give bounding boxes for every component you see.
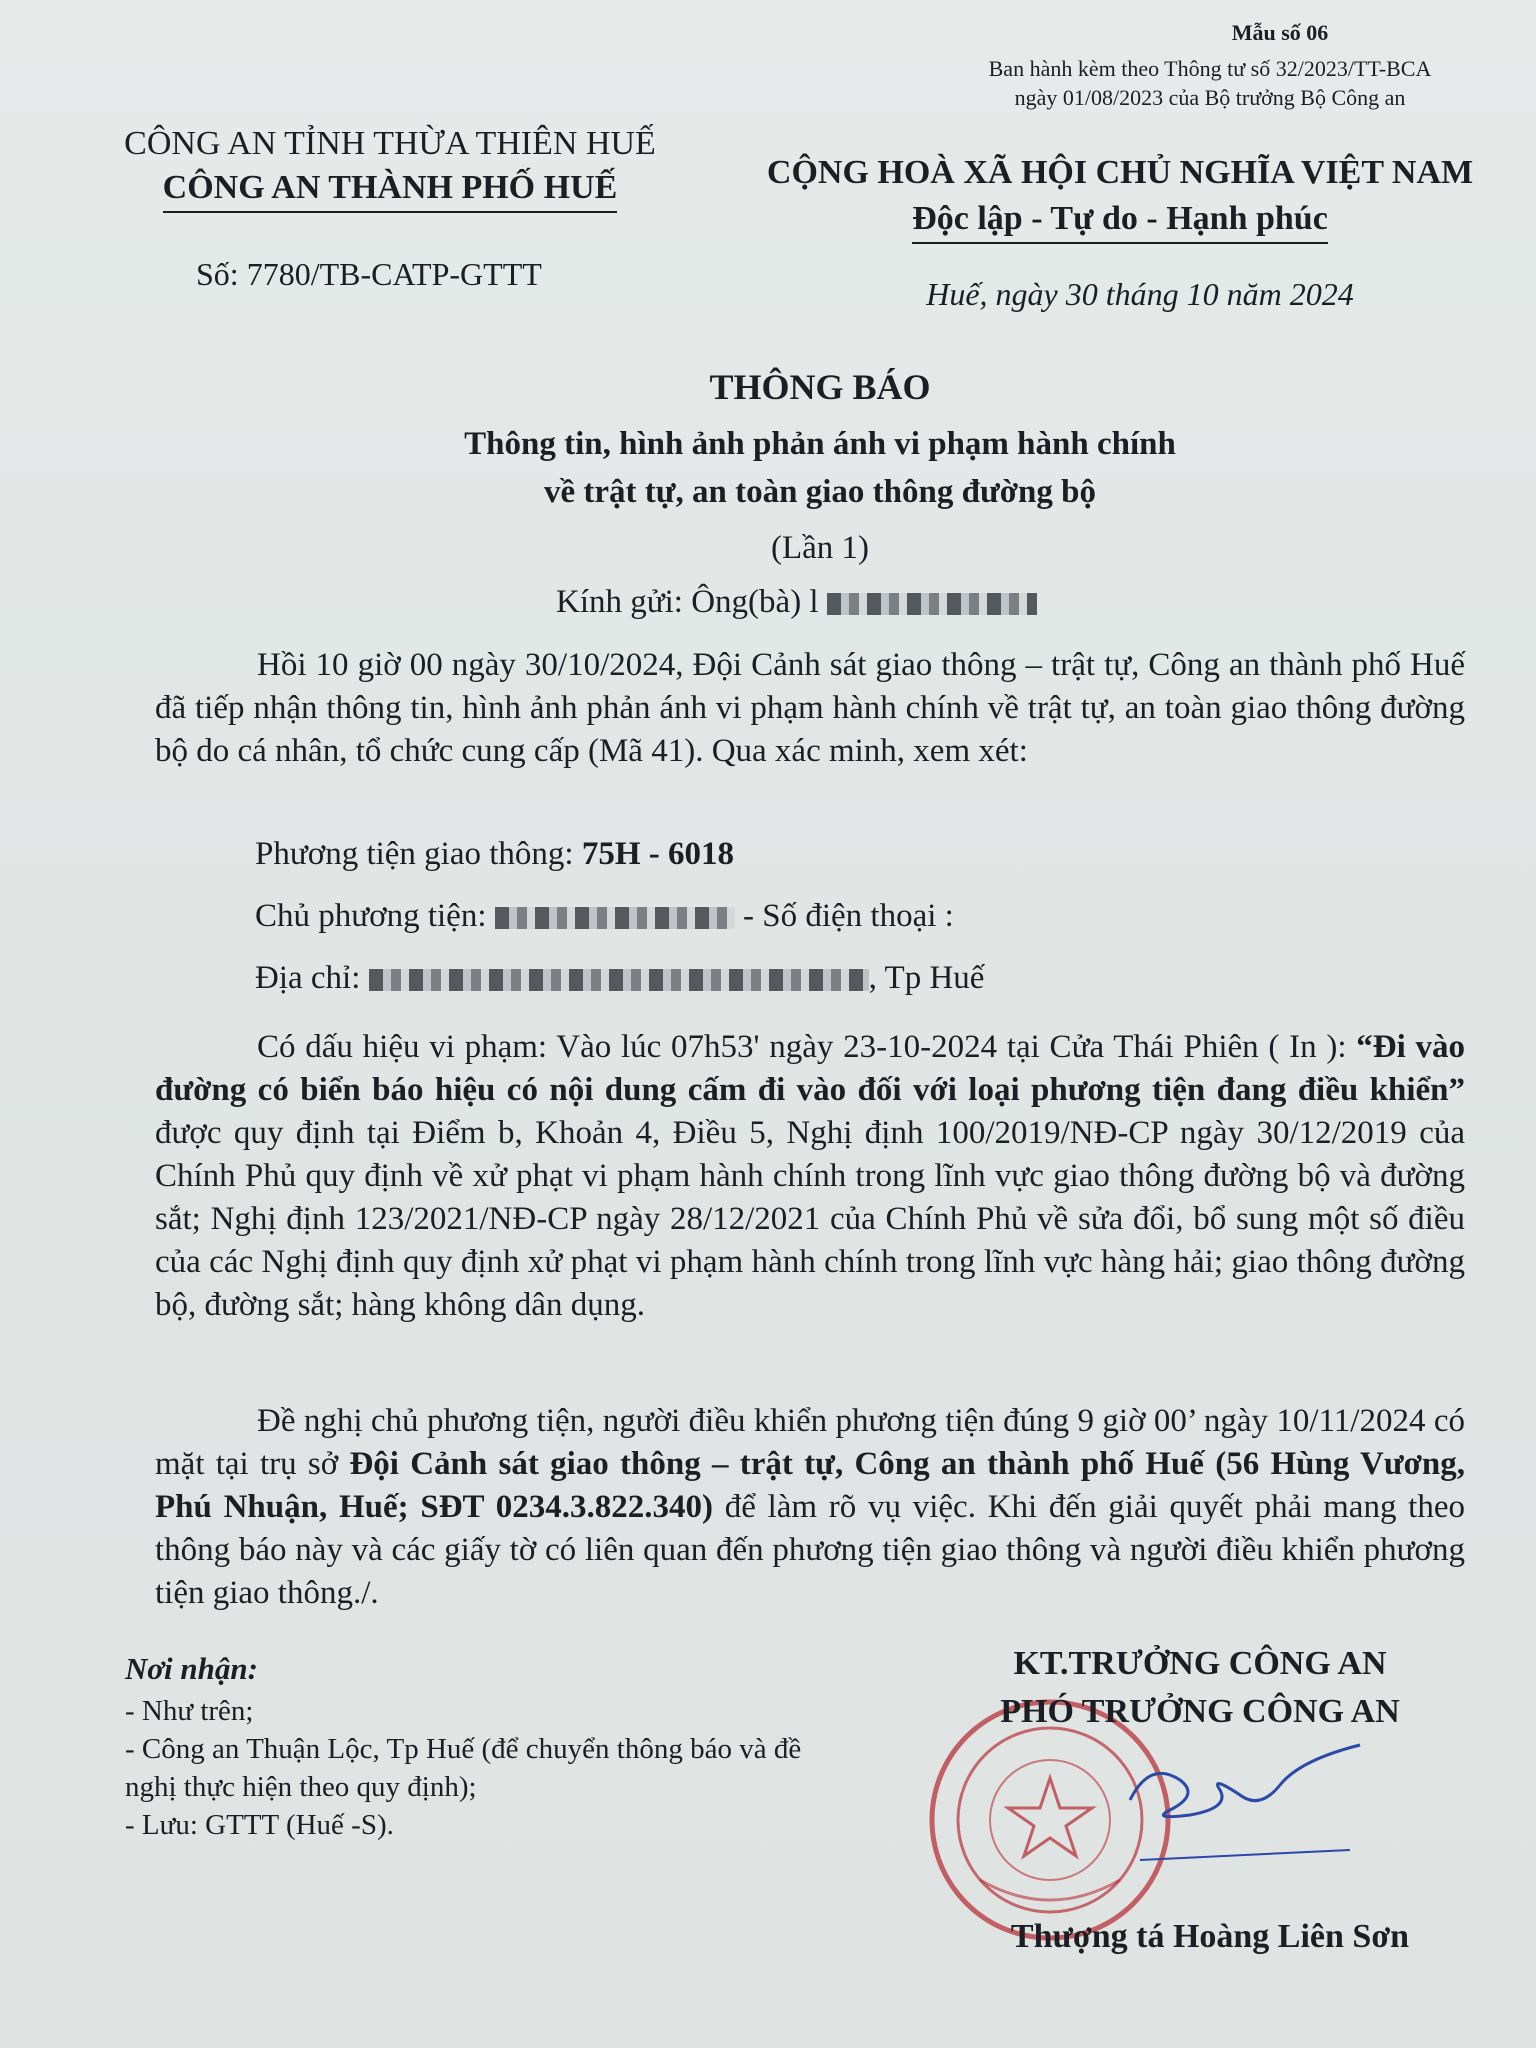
recipient-item: - Lưu: GTTT (Huế -S). — [125, 1809, 394, 1841]
form-number: Mẫu số 06 — [1231, 20, 1329, 45]
request-text-a: Đề nghị chủ phương tiện, người điều khiển phương tiện đúng 9 giờ 00’ ngày 10/11/2024 có mặt tại trụ sở — [155, 1403, 1465, 1482]
paragraph-intro — [155, 644, 1465, 773]
office-address: Đội Cảnh sát giao thông – trật tự, Công an thành phố Huế (56 Hùng Vương, Phú Nhuận, Huế; SĐT 0234.3.822.340) — [155, 1446, 1466, 1525]
recipient-item: - Công an Thuận Lộc, Tp Huế (để chuyển thông báo và đề nghị thực hiện theo quy định); — [125, 1733, 802, 1803]
vehicle-line — [255, 836, 734, 873]
national-motto: Độc lập - Tự do - Hạnh phúc — [912, 196, 1328, 244]
handwritten-signature — [1110, 1740, 1370, 1870]
addressee-label: Kính gửi: Ông(bà) l — [556, 584, 819, 620]
recipients-heading: Nơi nhận: — [125, 1651, 258, 1686]
document-number: Số: 7780/TB-CATP-GTTT — [196, 256, 542, 292]
subtitle-line-1: Thông tin, hình ảnh phản ánh vi phạm hành chính — [464, 426, 1176, 462]
recipients-block — [125, 1650, 845, 1844]
vehicle-label: Phương tiện giao thông: — [255, 836, 582, 872]
address-label: Địa chỉ: — [255, 960, 369, 996]
notice-count: (Lần 1) — [770, 530, 870, 566]
issuance-line-2: ngày 01/08/2023 của Bộ trưởng Bộ Công an — [1014, 85, 1406, 110]
signature-title — [940, 1640, 1460, 1736]
violation-description: “Đi vào đường có biển báo hiệu có nội dung cấm đi vào đối với loại phương tiện đang điều khiển” — [155, 1029, 1465, 1108]
national-header — [740, 150, 1500, 244]
address-line — [255, 960, 984, 997]
signer-name: Thượng tá Hoàng Liên Sơn — [1010, 1918, 1410, 1955]
request-text-b: để làm rõ vụ việc. Khi đến giải quyết phải mang theo thông báo này và các giấy tờ có liên quan đến phương tiện giao thông và người điều khiển phương tiện giao thông./. — [155, 1489, 1465, 1611]
redacted-owner — [495, 907, 735, 929]
paragraph-intro-text: Hồi 10 giờ 00 ngày 30/10/2024, Đội Cảnh sát giao thông – trật tự, Công an thành phố Huế đã tiếp nhận thông tin, hình ảnh phản ánh vi phạm hành chính về trật tự, an toàn giao thông đường bộ do cá nhân, tổ chức cung cấp (Mã 41). Qua xác minh, xem xét: — [155, 647, 1465, 769]
agency-parent: CÔNG AN TỈNH THỪA THIÊN HUẾ — [124, 125, 656, 162]
issuance-note — [930, 54, 1490, 112]
violation-text-a: Có dấu hiệu vi phạm: Vào lúc 07h53' ngày 23-10-2024 tại Cửa Thái Phiên ( In ): — [257, 1029, 1357, 1065]
place-date: Huế, ngày 30 tháng 10 năm 2024 — [926, 276, 1354, 312]
recipient-item: - Như trên; — [125, 1695, 254, 1727]
phone-label: - Số điện thoại : — [734, 898, 954, 934]
address-city: , Tp Huế — [868, 960, 985, 996]
issuing-agency — [80, 122, 700, 213]
issuance-line-1: Ban hành kèm theo Thông tư số 32/2023/TT-BCA — [988, 56, 1432, 81]
agency-unit: CÔNG AN THÀNH PHỐ HUẾ — [163, 166, 618, 213]
license-plate: 75H - 6018 — [581, 836, 734, 872]
nation-name: CỘNG HOÀ XÃ HỘI CHỦ NGHĨA VIỆT NAM — [766, 154, 1474, 191]
redacted-name — [827, 593, 1037, 615]
redacted-address — [369, 969, 869, 991]
signature-title-line-1: KT.TRƯỞNG CÔNG AN — [1013, 1645, 1387, 1682]
addressee — [556, 584, 1037, 621]
subtitle-line-2: về trật tự, an toàn giao thông đường bộ — [543, 474, 1096, 510]
paragraph-request — [155, 1400, 1465, 1615]
document-title: THÔNG BÁO — [709, 367, 931, 407]
violation-text-b: được quy định tại Điểm b, Khoản 4, Điều 5, Nghị định 100/2019/NĐ-CP ngày 30/12/2019 của Chính Phủ quy định về xử phạt vi phạm hành chính trong lĩnh vực giao thông đường bộ và đường sắt; Nghị định 123/2021/NĐ-CP ngày 28/12/2021 của Chính Phủ về sửa đổi, bổ sung một số điều của các Nghị định quy định xử phạt vi phạm hành chính trong lĩnh vực hàng hải; giao thông đường bộ, đường sắt; hàng không dân dụng. — [155, 1115, 1465, 1323]
owner-line — [255, 898, 954, 935]
signature-title-line-2: PHÓ TRƯỞNG CÔNG AN — [1000, 1693, 1400, 1730]
document-subtitle — [230, 420, 1410, 516]
paragraph-violation — [155, 1026, 1465, 1327]
owner-label: Chủ phương tiện: — [255, 898, 495, 934]
